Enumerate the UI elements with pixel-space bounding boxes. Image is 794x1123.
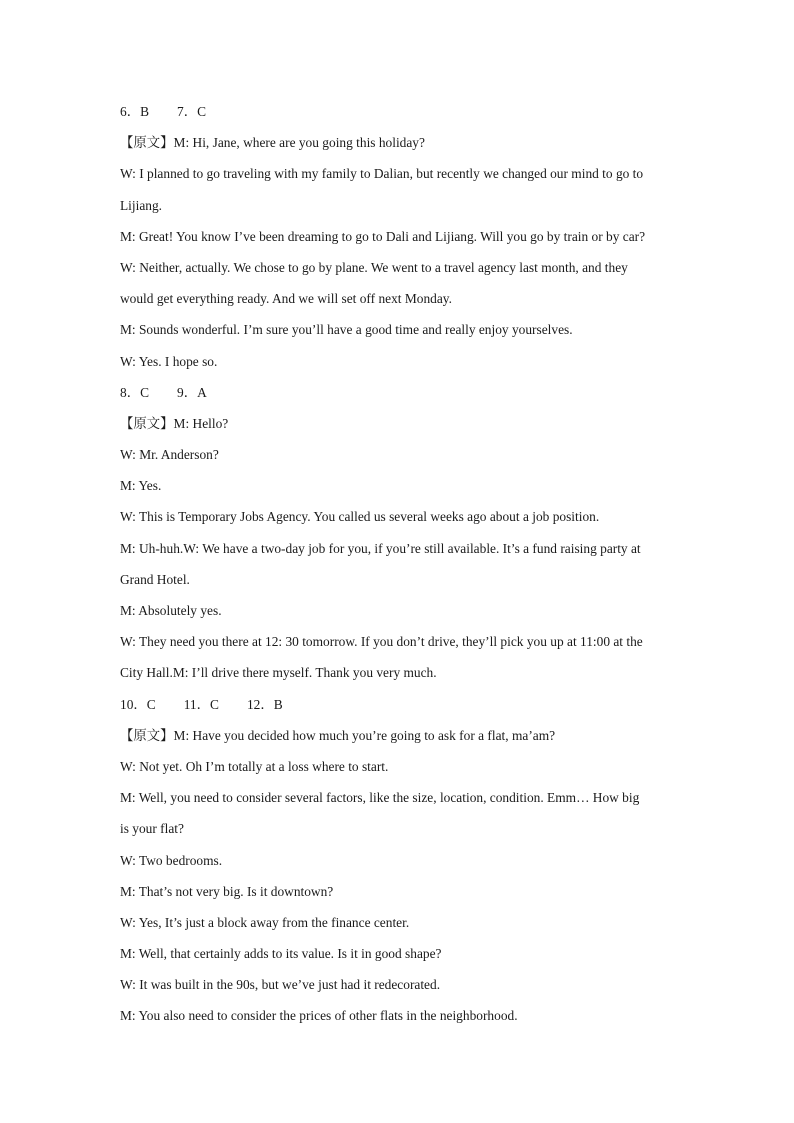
transcript-line: City Hall.M: I’ll drive there myself. Thank you very much. [120, 665, 437, 681]
transcript-line: would get everything ready. And we will set off next Monday. [120, 291, 452, 307]
answer-item: 6．B [120, 104, 150, 119]
transcript-line: is your flat? [120, 821, 184, 837]
answer-key-line [120, 96, 680, 127]
transcript-line: W: Yes. I hope so. [120, 353, 218, 369]
answer-item: 12．B [246, 696, 283, 712]
transcript-line: M: Sounds wonderful. I’m sure you’ll have a good time and really enjoy yourselves. [120, 322, 573, 338]
transcript-line: W: Two bedrooms. [120, 852, 223, 868]
answer-item: 7．C [177, 104, 207, 119]
document-body [120, 96, 680, 1032]
answer-key-line [120, 377, 680, 408]
transcript-line: W: They need you there at 12: 30 tomorrow. If you don’t drive, they’ll pick you up at 11:00 at the [120, 634, 643, 650]
transcript-line: M: Great! You know I’ve been dreaming to go to Dali and Lijiang. Will you go by train or by car? [120, 228, 646, 244]
answer-item: 11．C [183, 696, 219, 712]
answer-item: 10．C [120, 696, 156, 712]
transcript-line: M: Well, that certainly adds to its value. Is it in good shape? [120, 946, 442, 962]
transcript-line: W: Mr. Anderson? [120, 447, 219, 463]
transcript-line: W: I planned to go traveling with my family to Dalian, but recently we changed our mind to go to [120, 166, 644, 182]
transcript-line: M: That’s not very big. Is it downtown? [120, 883, 334, 899]
transcript-line: M: Uh-huh.W: We have a two-day job for you, if you’re still available. It’s a fund raising party at [120, 540, 641, 556]
transcript-line: W: Yes, It’s just a block away from the finance center. [120, 914, 410, 930]
transcript-line: W: This is Temporary Jobs Agency. You called us several weeks ago about a job position. [120, 509, 600, 525]
transcript-line: M: Yes. [120, 478, 162, 494]
transcript-line: M: Absolutely yes. [120, 603, 222, 618]
transcript-line: Grand Hotel. [120, 571, 190, 587]
answer-item: 9．A [177, 384, 207, 400]
transcript-line: W: Not yet. Oh I’m totally at a loss where to start. [120, 758, 389, 774]
transcript-line: 【原文】M: Hello? [120, 415, 229, 431]
transcript-line: W: Neither, actually. We chose to go by plane. We went to a travel agency last month, and they [120, 259, 628, 275]
transcript-line: 【原文】M: Hi, Jane, where are you going this holiday? [120, 135, 425, 151]
transcript-line: 【原文】M: Have you decided how much you’re going to ask for a flat, ma’am? [120, 727, 556, 743]
transcript-line: M: Well, you need to consider several factors, like the size, location, condition. Emm… How big [120, 790, 640, 806]
transcript-line: W: It was built in the 90s, but we’ve just had it redecorated. [120, 977, 441, 993]
answer-key-line [120, 689, 680, 720]
transcript-line: Lijiang. [120, 197, 163, 213]
transcript-line: M: You also need to consider the prices of other flats in the neighborhood. [120, 1008, 518, 1024]
answer-item: 8．C [120, 384, 150, 400]
